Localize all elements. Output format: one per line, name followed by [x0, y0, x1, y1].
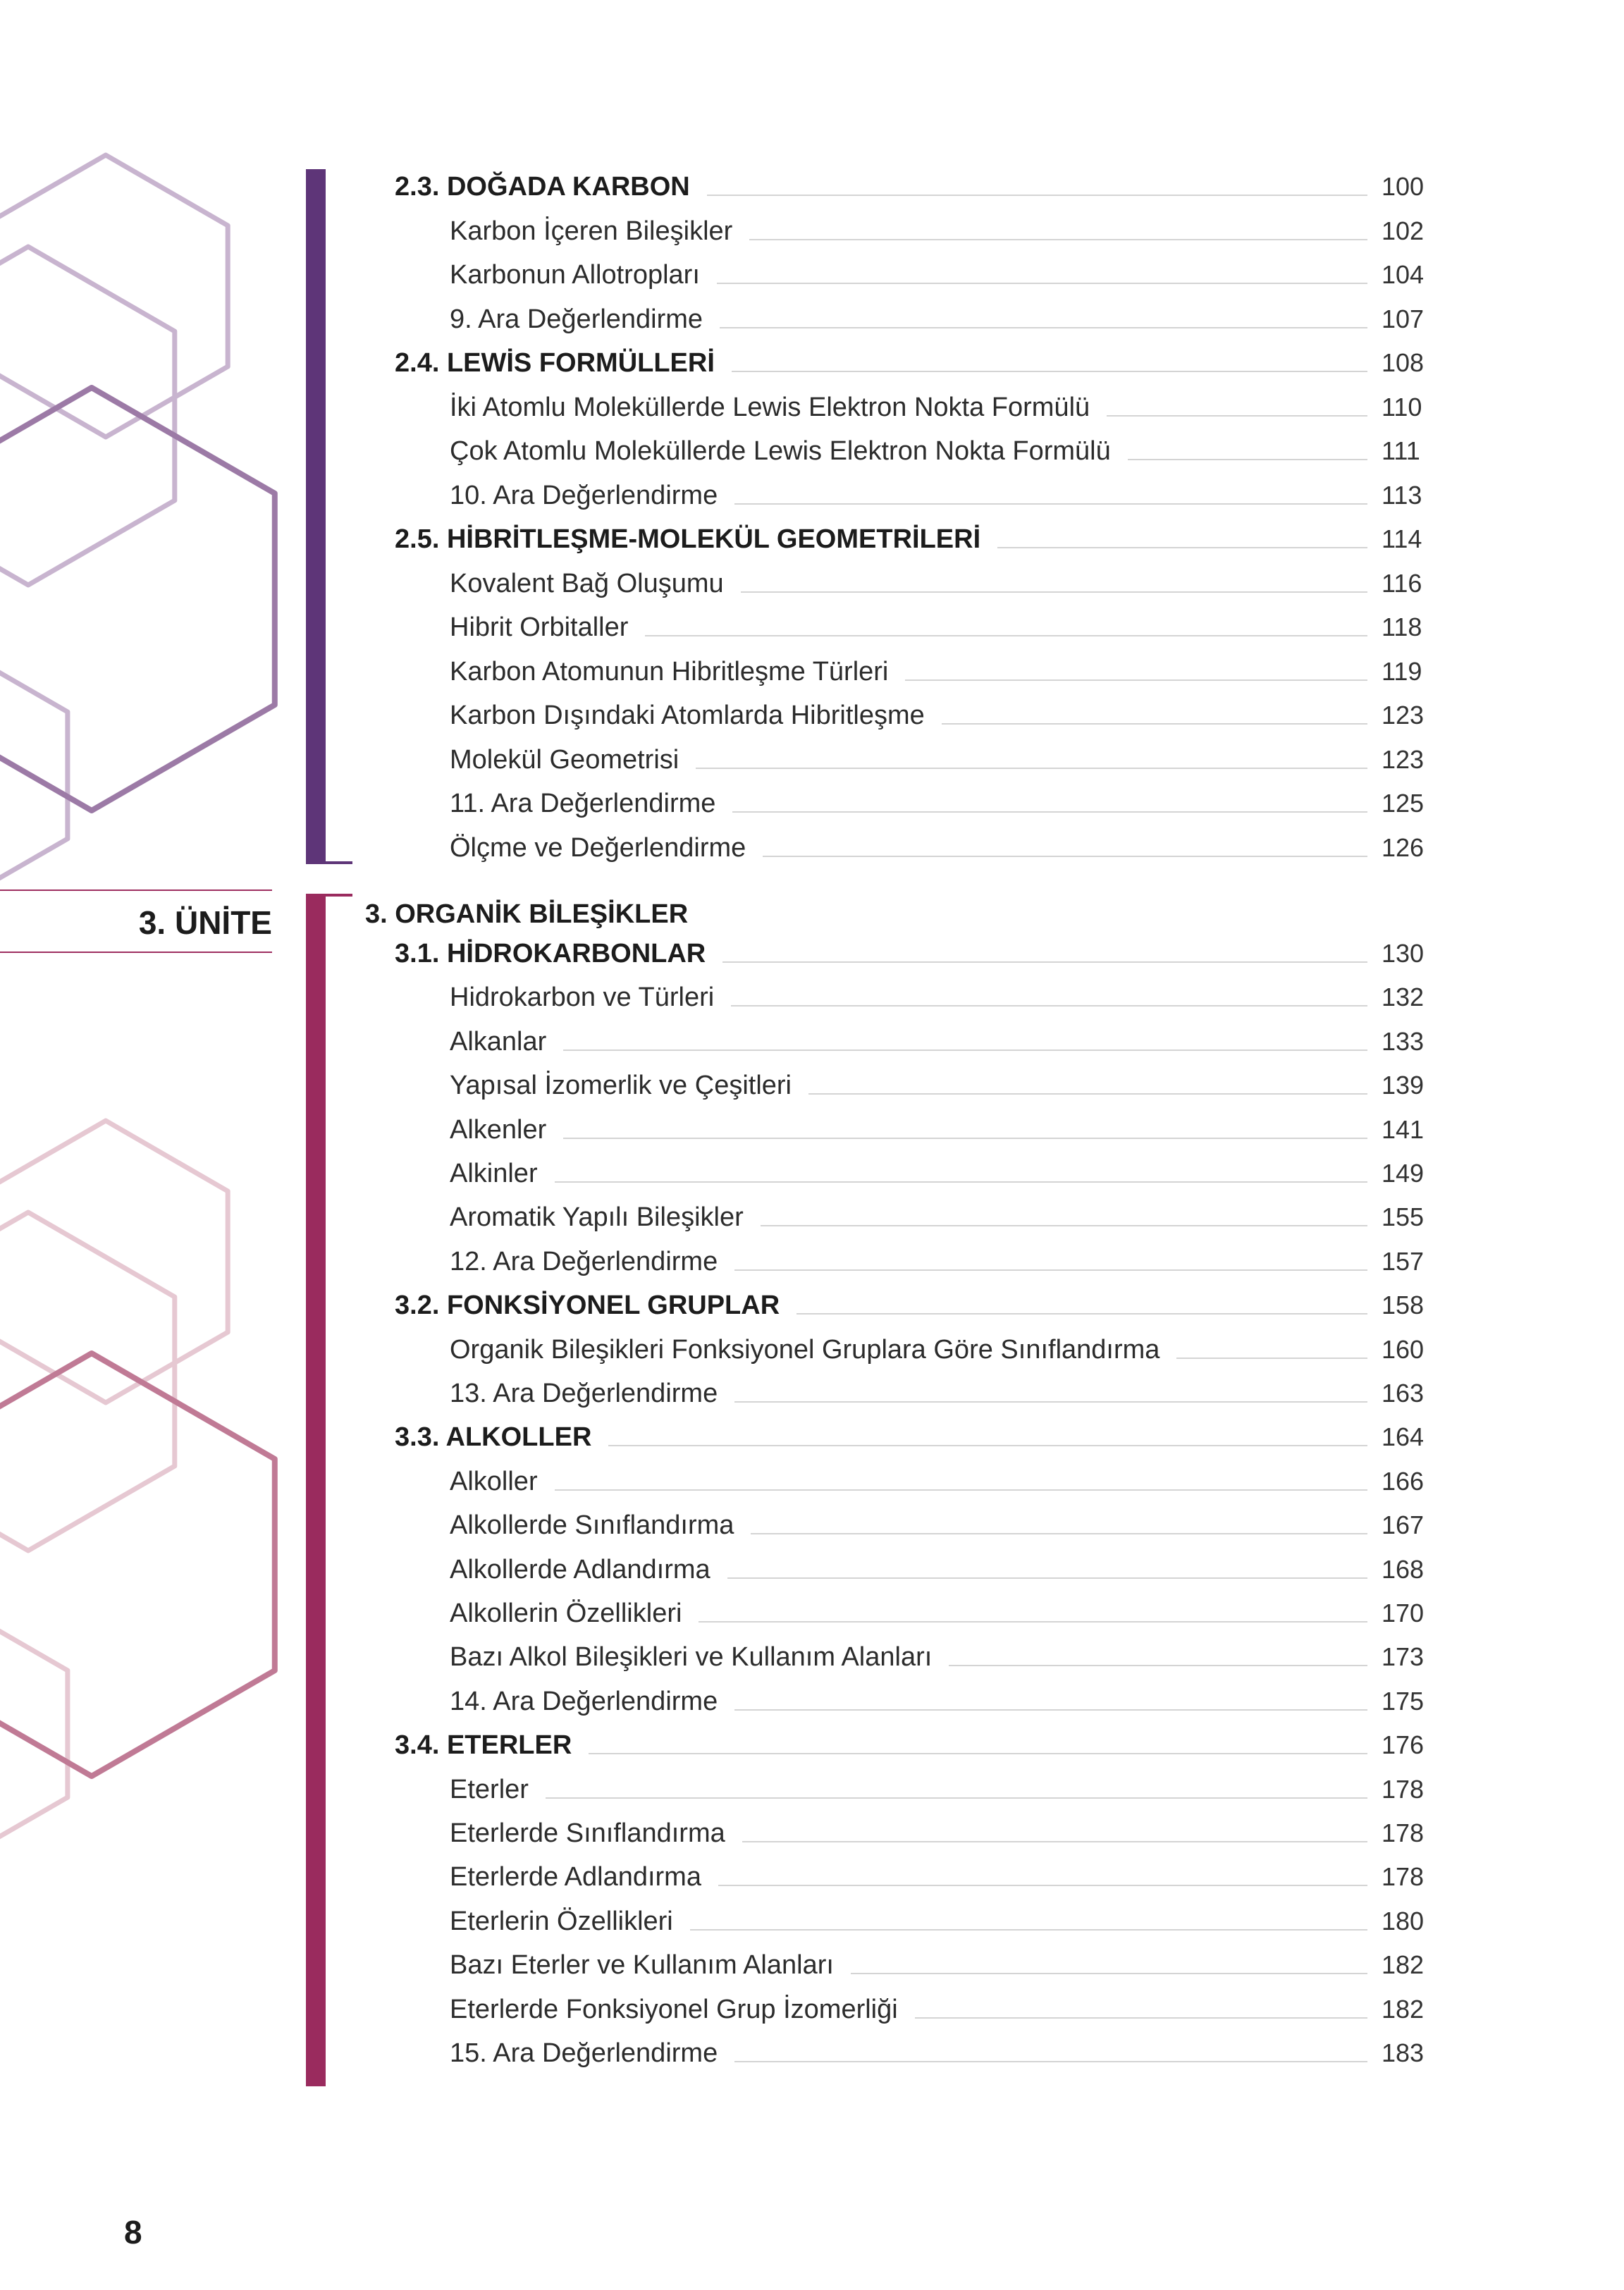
toc-entry-leader	[741, 591, 1367, 593]
toc-entry-title: Eterlerin Özellikleri	[450, 1906, 673, 1936]
toc-entry-title: 13. Ara Değerlendirme	[450, 1379, 718, 1408]
toc-entry-leader	[808, 1093, 1367, 1095]
toc-entry-title: 9. Ara Değerlendirme	[450, 304, 703, 334]
toc-entry[interactable]	[0, 1635, 1624, 1679]
toc-entry-leader	[997, 547, 1367, 548]
unit-heading: 3. ORGANİK BİLEŞİKLER	[365, 899, 689, 929]
toc-entry-leader	[734, 2061, 1367, 2062]
toc-entry-title: 14. Ara Değerlendirme	[450, 1686, 718, 1716]
toc-entry-leader	[734, 503, 1367, 505]
toc-entry-page: 123	[1382, 744, 1425, 774]
toc-entry-leader	[727, 1577, 1367, 1579]
toc-entry-leader	[1176, 1358, 1367, 1359]
toc-entry[interactable]	[0, 341, 1624, 385]
toc-entry-leader	[942, 723, 1367, 725]
toc-entry[interactable]	[0, 2031, 1624, 2075]
toc-entry-leader	[763, 856, 1367, 857]
toc-entry-title: Alkollerde Adlandırma	[450, 1554, 710, 1584]
toc-entry-page: 141	[1382, 1114, 1425, 1144]
toc-entry-page: 176	[1382, 1730, 1425, 1760]
toc-entry-page: 116	[1382, 568, 1422, 598]
toc-entry[interactable]	[0, 1415, 1624, 1459]
toc-entry-title: 3.2. FONKSİYONEL GRUPLAR	[395, 1291, 780, 1321]
toc-entry-title: 2.5. HİBRİTLEŞME-MOLEKÜL GEOMETRİLERİ	[395, 524, 981, 554]
toc-entry-page: 164	[1382, 1422, 1425, 1452]
toc-entry-page: 107	[1382, 304, 1425, 333]
toc-entry[interactable]	[0, 1152, 1624, 1195]
toc-entry[interactable]	[0, 1548, 1624, 1592]
toc-entry-page: 114	[1382, 524, 1422, 553]
toc-entry-leader	[563, 1049, 1367, 1051]
toc-entry-page: 126	[1382, 832, 1425, 862]
toc-entry-title: Eterlerde Sınıflandırma	[450, 1818, 725, 1848]
toc-entry-leader	[851, 1973, 1367, 1974]
toc-entry-leader	[555, 1489, 1367, 1491]
toc-entry-page: 100	[1382, 172, 1425, 201]
toc-entry-title: Alkenler	[450, 1114, 547, 1145]
toc-entry-leader	[608, 1445, 1367, 1446]
page-number: 8	[124, 2214, 142, 2251]
toc-entry[interactable]	[0, 1460, 1624, 1503]
toc-entry-page: 158	[1382, 1291, 1425, 1320]
toc-entry-title: Hidrokarbon ve Türleri	[450, 983, 715, 1013]
toc-entry-title: Çok Atomlu Moleküllerde Lewis Elektron Nokta Formülü	[450, 436, 1111, 466]
toc-entry[interactable]	[0, 1900, 1624, 1943]
toc-entry-title: 2.3. DOĞADA KARBON	[395, 172, 690, 202]
toc-entry-title: Yapısal İzomerlik ve Çeşitleri	[450, 1071, 792, 1101]
toc-entry[interactable]	[0, 1064, 1624, 1107]
toc-entry-leader	[796, 1313, 1367, 1315]
toc-entry[interactable]	[0, 253, 1624, 297]
toc-entry-title: Eterlerde Fonksiyonel Grup İzomerliği	[450, 1994, 898, 2024]
toc-entry-title: Karbon Atomunun Hibritleşme Türleri	[450, 656, 889, 687]
toc-entry[interactable]	[0, 782, 1624, 825]
toc-entry-page: 119	[1382, 656, 1422, 686]
toc-entry-page: 178	[1382, 1862, 1425, 1892]
toc-entry[interactable]	[0, 738, 1624, 782]
toc-entry-page: 111	[1382, 436, 1420, 465]
toc-entry-page: 170	[1382, 1599, 1425, 1627]
toc-entry-page: 139	[1382, 1071, 1425, 1100]
toc-entry[interactable]	[0, 386, 1624, 429]
toc-entry-page: 180	[1382, 1906, 1425, 1935]
toc-entry[interactable]	[0, 1768, 1624, 1811]
toc-entry-title: Kovalent Bağ Oluşumu	[450, 568, 724, 598]
toc-entry-page: 183	[1382, 2038, 1425, 2067]
toc-entry-leader	[761, 1225, 1367, 1226]
toc-entry[interactable]	[0, 932, 1624, 975]
toc-entry-page: 113	[1382, 480, 1422, 510]
toc-entry-leader	[696, 768, 1367, 769]
toc-entry-title: 3.3. ALKOLLER	[395, 1422, 592, 1453]
toc-entry[interactable]	[0, 517, 1624, 561]
toc-entry-title: Alkollerde Sınıflandırma	[450, 1510, 734, 1541]
toc-entry[interactable]	[0, 209, 1624, 253]
toc-entry-page: 108	[1382, 348, 1425, 377]
toc-entry-title: Alkollerin Özellikleri	[450, 1599, 682, 1628]
toc-entry-leader	[645, 635, 1367, 636]
toc-entry[interactable]	[0, 1328, 1624, 1372]
toc-entry-page: 123	[1382, 701, 1425, 730]
toc-entry-page: 130	[1382, 939, 1425, 968]
toc-entry-page: 182	[1382, 1950, 1425, 1980]
toc-entry-leader	[949, 1665, 1367, 1666]
toc-entry[interactable]	[0, 694, 1624, 737]
toc-entry[interactable]	[0, 165, 1624, 209]
toc-entry-title: Ölçme ve Değerlendirme	[450, 832, 746, 863]
toc-entry-title: 11. Ara Değerlendirme	[450, 789, 716, 818]
toc-entry-title: Molekül Geometrisi	[450, 744, 679, 775]
toc-entry[interactable]	[0, 1195, 1624, 1239]
toc-entry-leader	[732, 811, 1367, 813]
toc-entry[interactable]	[0, 1811, 1624, 1855]
toc-entry-page: 118	[1382, 612, 1422, 641]
toc-entry-page: 163	[1382, 1379, 1425, 1408]
toc-entry[interactable]	[0, 1283, 1624, 1327]
toc-entry-page: 167	[1382, 1510, 1425, 1540]
toc-entry-title: Organik Bileşikleri Fonksiyonel Gruplara Göre Sınıflandırma	[450, 1334, 1160, 1365]
toc-entry-leader	[749, 239, 1367, 240]
toc-entry[interactable]	[0, 1592, 1624, 1635]
toc-entry-page: 133	[1382, 1026, 1425, 1056]
toc-entry-page: 132	[1382, 983, 1425, 1012]
toc-entry[interactable]	[0, 562, 1624, 605]
toc-entry-page: 160	[1382, 1334, 1425, 1364]
toc-entry-page: 182	[1382, 1994, 1425, 2024]
toc-entry[interactable]	[0, 429, 1624, 473]
toc-entry-leader	[720, 327, 1367, 328]
section-bar-bottom-head	[306, 894, 352, 897]
toc-entry-page: 102	[1382, 216, 1425, 245]
toc-entry-title: 10. Ara Değerlendirme	[450, 480, 718, 510]
toc-entry-leader	[734, 1269, 1367, 1271]
toc-entry-title: 12. Ara Değerlendirme	[450, 1246, 718, 1276]
toc-entry-leader	[690, 1929, 1367, 1931]
toc-entry[interactable]	[0, 975, 1624, 1019]
toc-entry[interactable]	[0, 650, 1624, 694]
toc-entry-page: 110	[1382, 392, 1422, 421]
toc-entry-leader	[718, 1885, 1367, 1886]
toc-entry-title: Eterler	[450, 1774, 529, 1804]
toc-entry-page: 168	[1382, 1554, 1425, 1584]
toc-entry-leader	[751, 1533, 1367, 1534]
toc-entry[interactable]	[0, 1108, 1624, 1152]
toc-entry-leader	[555, 1181, 1367, 1183]
toc-entry[interactable]	[0, 1503, 1624, 1547]
toc-entry[interactable]	[0, 1680, 1624, 1723]
toc-entry-leader	[589, 1753, 1367, 1754]
toc-entry-title: İki Atomlu Moleküllerde Lewis Elektron Nokta Formülü	[450, 392, 1090, 422]
toc-entry-title: Alkoller	[450, 1466, 538, 1496]
toc-entry[interactable]	[0, 1372, 1624, 1415]
toc-entry-page: 166	[1382, 1466, 1425, 1496]
toc-entry-title: Eterlerde Adlandırma	[450, 1862, 701, 1892]
toc-entry-title: Bazı Alkol Bileşikleri ve Kullanım Alanları	[450, 1642, 933, 1673]
toc-entry-leader	[732, 371, 1367, 372]
toc-entry[interactable]	[0, 474, 1624, 517]
toc-entry-leader	[707, 195, 1367, 196]
toc-entry[interactable]	[0, 826, 1624, 870]
toc-entry-title: 2.4. LEWİS FORMÜLLERİ	[395, 348, 715, 378]
toc-entry-page: 173	[1382, 1642, 1425, 1672]
toc-entry-title: Hibrit Orbitaller	[450, 612, 629, 642]
toc-entry-leader	[722, 961, 1367, 963]
unit-label: 3. ÜNİTE	[0, 889, 272, 953]
toc-entry-leader	[717, 283, 1367, 284]
toc-entry-leader	[915, 2017, 1367, 2019]
toc-entry-page: 175	[1382, 1686, 1425, 1716]
toc-entry[interactable]	[0, 605, 1624, 649]
toc-entry-title: Karbon İçeren Bileşikler	[450, 216, 733, 246]
toc-entry-leader	[731, 1005, 1367, 1007]
toc-entry[interactable]	[0, 1020, 1624, 1064]
toc-entry-title: Karbon Dışındaki Atomlarda Hibritleşme	[450, 701, 925, 730]
toc-entry-title: 15. Ara Değerlendirme	[450, 2038, 718, 2068]
toc-entry-page: 157	[1382, 1246, 1425, 1276]
toc-entry-leader	[734, 1401, 1367, 1403]
toc-entry-leader	[699, 1621, 1367, 1623]
toc-entry-page: 104	[1382, 260, 1425, 289]
toc-entry-title: Aromatik Yapılı Bileşikler	[450, 1202, 744, 1233]
toc-entry-leader	[546, 1797, 1367, 1799]
toc-entry-title: Alkanlar	[450, 1026, 547, 1057]
toc-entry-page: 178	[1382, 1774, 1425, 1804]
toc-entry-page: 178	[1382, 1818, 1425, 1847]
toc-entry[interactable]	[0, 1943, 1624, 1987]
toc-entry-page: 149	[1382, 1159, 1425, 1188]
toc-entry-page: 155	[1382, 1202, 1425, 1232]
toc-entry-title: Alkinler	[450, 1159, 538, 1188]
toc-entry[interactable]	[0, 1240, 1624, 1283]
toc-entry-leader	[1107, 415, 1367, 417]
toc-entry[interactable]	[0, 1723, 1624, 1767]
toc-entry-title: 3.1. HİDROKARBONLAR	[395, 939, 706, 968]
toc-entry[interactable]	[0, 1988, 1624, 2031]
toc-entry-leader	[742, 1841, 1367, 1842]
toc-entry-leader	[905, 679, 1367, 681]
toc-entry[interactable]	[0, 297, 1624, 341]
toc-entry-leader	[563, 1138, 1367, 1139]
toc-entry-leader	[1128, 459, 1367, 460]
toc-entry-title: Karbonun Allotropları	[450, 260, 700, 290]
toc-entry[interactable]	[0, 1855, 1624, 1899]
toc-entry-page: 125	[1382, 789, 1425, 818]
toc-entry-title: Bazı Eterler ve Kullanım Alanları	[450, 1950, 834, 1981]
toc-entry-leader	[734, 1709, 1367, 1711]
toc-entry-title: 3.4. ETERLER	[395, 1730, 572, 1761]
